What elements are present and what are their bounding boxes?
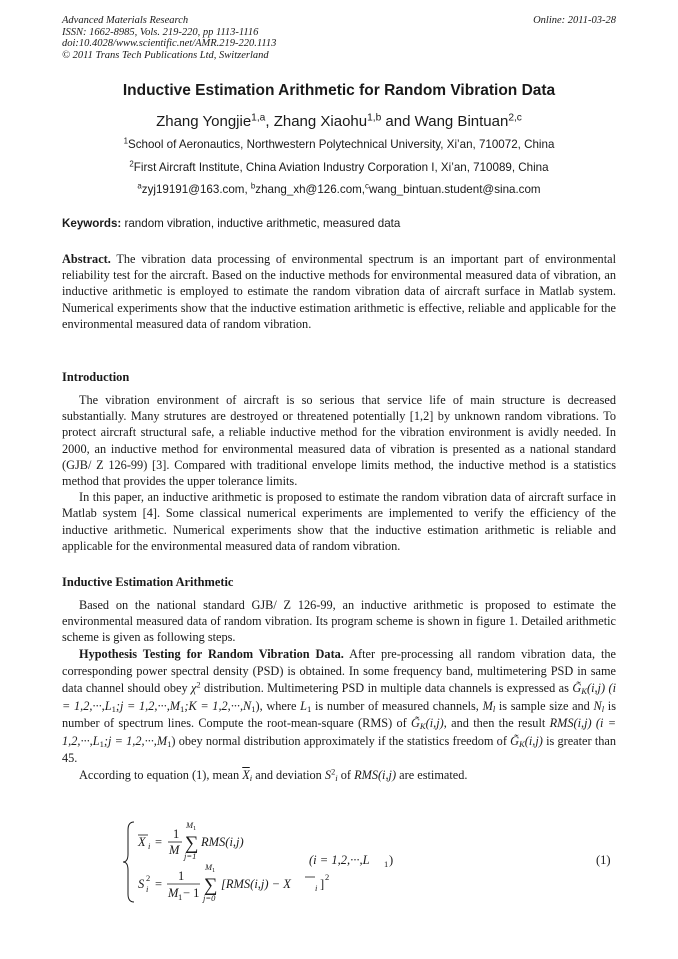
eq-line2-bracket: [RMS(i,j) − X [221,877,291,891]
eq-line1-equals: = [155,835,163,849]
g-tilde-symbol: G̃ [572,681,582,696]
equation-number: (1) [596,853,611,867]
section-heading-introduction: Introduction [62,370,130,384]
affiliation-2-mark: 2 [129,159,134,169]
introduction-paragraph-1: The vibration environment of aircraft is so serious that service life of main structure is decreased substantially. Many strutures are destroyed or threatened potentially [1,2] by unknown random vibrations. To protect aircraft structural safe, a reliable inductive method for the vibration environment is avidly needed. In 2000, an inductive method for environmental measured data of vibration is presented as a national standard (GJB/ Z 126-99) [3]. Compared with traditional envelope limits method, the inductive method is a statistics method that provides the upper tolerance limits. [62,393,616,489]
eq-line1-lhs: X [138,835,146,849]
author-1-affil: 1,a [251,112,266,124]
email-b-mark: b [250,181,256,191]
eq-line2-sigma: ∑ [204,875,218,896]
abstract-text: The vibration data processing of environmental spectrum is an important part of environmental reliability test for the aircraft. Based on the inductive methods for environmental measured data of vibration, an inductive arithmetic is employed to estimate the random vibration data of aircraft surface in Matlab system. Numerical experiments show that the inductive estimation arithmetic is effective, reliable and applicable for the environmental measured data of random vibration. [62,252,616,331]
email-c[interactable]: wang_bintuan.student@sina.com [368,183,541,196]
eq-line2-sum-top-sub: 1 [212,867,216,874]
author-1: Zhang Yongjie [156,113,252,130]
eq-line2-den: M [168,886,179,900]
author-3: Wang Bintuan [414,113,509,130]
copyright-line: © 2011 Trans Tech Publications Ltd, Switzerland [62,49,269,61]
eq-line2-bracket-end: ] [320,877,325,891]
affiliation-1 [0,138,678,151]
eq-line1-lhs-sub: i [148,841,151,851]
journal-name: Advanced Materials Research [62,15,189,26]
eq-line2-sum-top: M [205,862,213,872]
keywords-text: random vibration, inductive arithmetic, measured data [121,217,401,230]
eq-line1-den: M [169,843,180,857]
method-paragraph-3: According to equation (1), mean $\overline{X}_i$ and deviation $S^2_i$ of RMS(i,j) are estimated. [79,767,468,784]
author-emails [0,183,678,196]
email-b[interactable]: zhang_xh@126.com, [255,183,366,196]
eq-line2-sup: 2 [146,873,151,883]
email-a[interactable]: zyj19191@163.com, [141,183,251,196]
eq-line1-rms: RMS(i,j) [201,835,244,849]
doi-line: doi:10.4028/www.scientific.net/AMR.219-220.1113 [62,38,277,49]
affiliation-2-text: First Aircraft Institute, China Aviation Industry Corporation I, Xi’an, 710089, China [133,161,549,174]
method-paragraph-1: Based on the national standard GJB/ Z 126-99, an inductive arithmetic is proposed to estimate the environmental measured data of random vibration. Its program scheme is shown in figure 1. Detailed arithmetic scheme is given as following steps. [62,598,616,645]
eq-line2-equals: = [155,877,163,891]
eq-line1-sigma: ∑ [185,833,199,854]
eq-line2-den-sub: 1 [178,892,183,902]
online-date: Online: 2011-03-28 [533,15,616,26]
affiliation-1-text: School of Aeronautics, Northwestern Polytechnical University, Xi’an, 710072, China [127,138,555,151]
abstract-label: Abstract. [62,252,111,266]
eq-line1-num: 1 [173,827,180,841]
journal-header [62,15,616,61]
affiliation-2 [0,161,678,174]
eq-line1-sum-top-sub: 1 [193,825,197,832]
chi-symbol: χ [191,681,197,696]
author-2-affil: 1,b [367,112,382,124]
eq-line2-bracket-sub: i [315,883,318,893]
author-separator: and [381,113,415,130]
equation-1 [122,818,616,906]
author-2: Zhang Xiaohu [273,113,368,130]
method-paragraph-2: Hypothesis Testing for Random Vibration Data. After pre-processing all random vibration data, the corresponding power spectral density (PSD) is obtained. In some frequency band, multimetering PSD in same data channel should obey $\chi^2$ distribution. Multimetering PSD in multiple data channels is expressed as $G̃_K(i,j) (i$ = $1,2,\cdot\cdot\cdot,L_1;j$ = $1,2,\cdot\cdot\cdot,M_1;K = 1,2,\cdot\cdot\cdot,N_1$), where $L_1$ is number of measured channels, $M_l$ is sample size and $N_l$ is number of spectrum lines. Compute the root-mean-square (RMS) of $G̃_K(i,j)$, and then the result RMS(i,j) $(i = 1,2,\cdot\cdot\cdot,L_1;j = 1,2,\cdot\cdot\cdot,M_1)$ obey normal distribution approximately if the statistics freedom of $G̃_K(i,j)$ is greater than 45. [62,646,617,766]
keywords-label: Keywords: [62,217,122,230]
eq-range-sub: 1 [384,859,389,869]
section-heading-method: Inductive Estimation Arithmetic [62,575,234,589]
author-list [0,113,678,130]
eq-line2-bracket-sup: 2 [325,872,330,882]
issn-line: ISSN: 1662-8985, Vols. 219-220, pp 1113-1116 [62,26,259,38]
eq-line2-lhs: S [138,877,145,891]
method-body [62,597,616,784]
eq-line2-sum-bot: j=0 [203,893,216,903]
keywords [62,217,400,230]
email-c-mark: c [365,181,369,191]
author-3-affil: 2,c [508,112,522,124]
eq-line2-num: 1 [178,869,185,883]
equation-brace [123,822,134,902]
introduction-paragraph-2: In this paper, an inductive arithmetic is proposed to estimate the random vibration data of aircraft surface in Matlab system [4]. Some classical numerical experiments are implemented to verify the efficiency of the inductive arithmetic. Numerical experiments show that the inductive estimation arithmetic is reliable and applicable for the environmental measured data of random vibration. [62,490,616,553]
email-a-mark: a [137,181,142,191]
eq-line1-sum-bot: j=1 [184,851,197,861]
affiliation-1-mark: 1 [123,136,128,146]
eq-range-end: ) [389,853,394,867]
eq-line2-sub: i [146,884,149,894]
hypothesis-heading: Hypothesis Testing for Random Vibration Data. [79,646,344,661]
eq-line2-den-rest: − 1 [183,886,200,900]
eq-range: (i = 1,2,···,L [309,853,370,867]
eq-line1-sum-top: M [186,820,194,830]
author-separator: , [265,113,274,130]
paper-title: Inductive Estimation Arithmetic for Random Vibration Data [122,82,556,99]
abstract [62,251,616,332]
introduction-body [62,392,616,554]
